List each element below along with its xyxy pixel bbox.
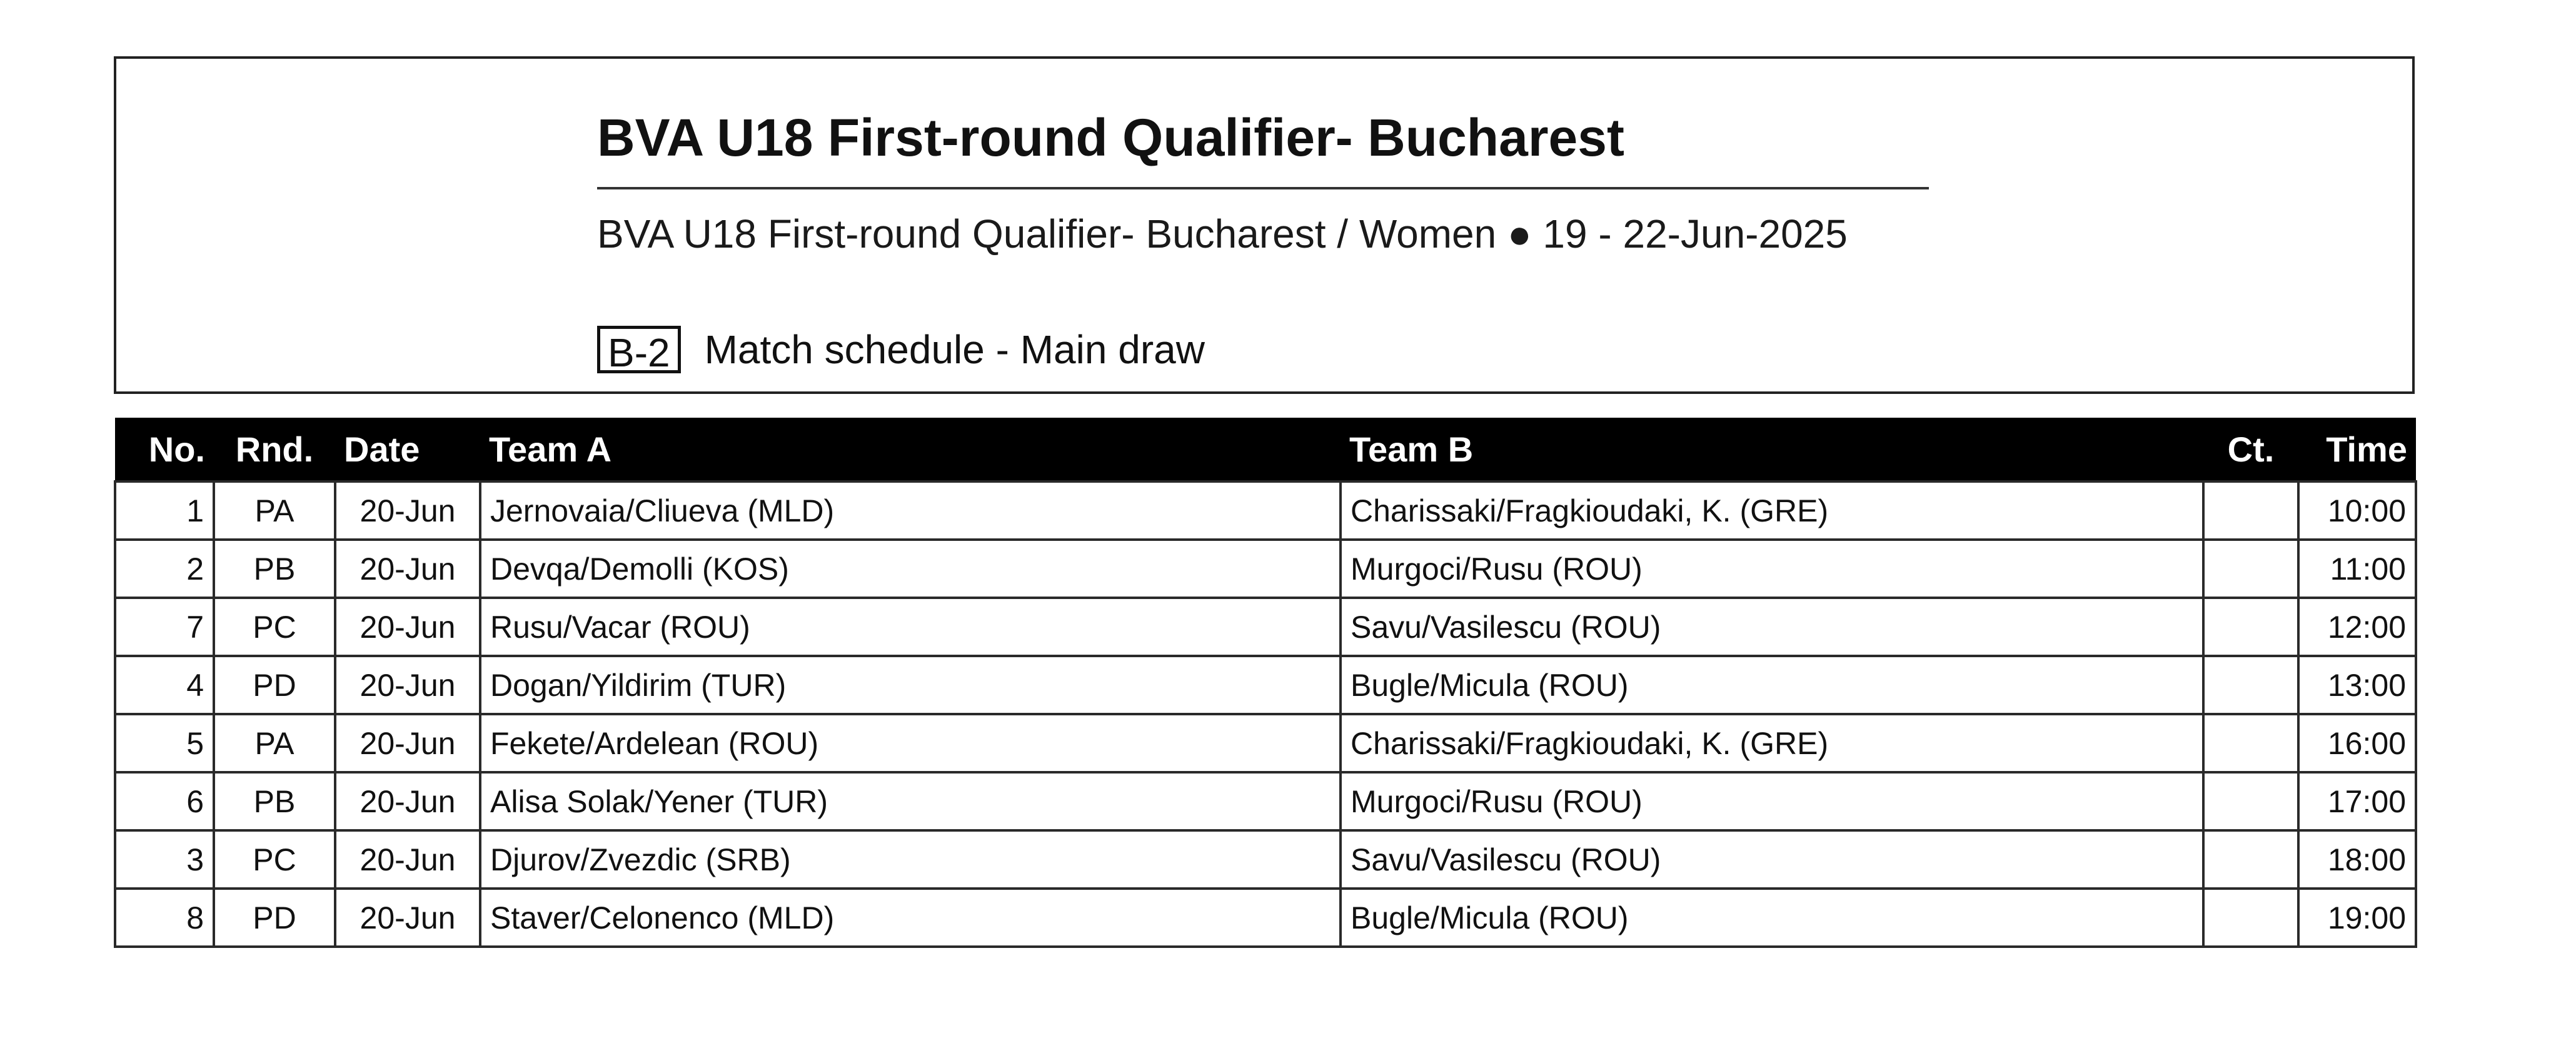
match-round: PC [214,830,335,889]
match-round: PA [214,714,335,772]
match-number: 6 [115,772,214,830]
team-b: Charissaki/Fragkioudaki, K. (GRE) [1341,481,2203,540]
match-court [2203,598,2298,656]
team-a: Fekete/Ardelean (ROU) [480,714,1341,772]
table-header-row [115,418,2416,481]
match-court [2203,481,2298,540]
column-header-team-a: Team A [480,418,1341,481]
match-time: 19:00 [2298,889,2416,947]
match-round: PA [214,481,335,540]
match-date: 20-Jun [335,656,480,714]
table-row [115,889,2416,947]
match-schedule-table [114,418,2417,948]
team-b: Murgoci/Rusu (ROU) [1341,772,2203,830]
column-header-no: No. [115,418,214,481]
event-subtitle: BVA U18 First-round Qualifier- Bucharest / Women ● 19 - 22-Jun-2025 [597,211,1848,256]
match-round: PC [214,598,335,656]
match-court [2203,889,2298,947]
match-round: PB [214,540,335,598]
team-b: Savu/Vasilescu (ROU) [1341,598,2203,656]
match-court [2203,714,2298,772]
team-b: Savu/Vasilescu (ROU) [1341,830,2203,889]
team-b: Murgoci/Rusu (ROU) [1341,540,2203,598]
match-time: 12:00 [2298,598,2416,656]
match-time: 17:00 [2298,772,2416,830]
table-row [115,714,2416,772]
match-time: 10:00 [2298,481,2416,540]
match-date: 20-Jun [335,598,480,656]
match-number: 7 [115,598,214,656]
team-a: Djurov/Zvezdic (SRB) [480,830,1341,889]
match-date: 20-Jun [335,889,480,947]
table-row [115,540,2416,598]
team-a: Alisa Solak/Yener (TUR) [480,772,1341,830]
team-b: Bugle/Micula (ROU) [1341,889,2203,947]
team-b: Charissaki/Fragkioudaki, K. (GRE) [1341,714,2203,772]
table-row [115,598,2416,656]
document-code-badge: B-2 [597,326,681,373]
document-label-row [597,324,1205,375]
table-row [115,656,2416,714]
match-round: PD [214,889,335,947]
match-number: 8 [115,889,214,947]
match-time: 16:00 [2298,714,2416,772]
match-time: 13:00 [2298,656,2416,714]
document-label: Match schedule - Main draw [704,327,1205,372]
column-header-time: Time [2298,418,2416,481]
match-court [2203,656,2298,714]
match-number: 2 [115,540,214,598]
match-round: PD [214,656,335,714]
column-header-court: Ct. [2203,418,2298,481]
team-b: Bugle/Micula (ROU) [1341,656,2203,714]
match-number: 4 [115,656,214,714]
match-date: 20-Jun [335,540,480,598]
match-date: 20-Jun [335,830,480,889]
match-court [2203,830,2298,889]
match-time: 11:00 [2298,540,2416,598]
match-number: 5 [115,714,214,772]
event-title: BVA U18 First-round Qualifier- Bucharest [597,108,1624,167]
match-number: 1 [115,481,214,540]
table-row [115,481,2416,540]
match-date: 20-Jun [335,714,480,772]
match-court [2203,772,2298,830]
match-court [2203,540,2298,598]
team-a: Rusu/Vacar (ROU) [480,598,1341,656]
title-divider [597,187,1929,189]
team-a: Dogan/Yildirim (TUR) [480,656,1341,714]
match-round: PB [214,772,335,830]
table-row [115,830,2416,889]
team-a: Devqa/Demolli (KOS) [480,540,1341,598]
column-header-round: Rnd. [214,418,335,481]
match-date: 20-Jun [335,481,480,540]
match-time: 18:00 [2298,830,2416,889]
column-header-team-b: Team B [1341,418,2203,481]
column-header-date: Date [335,418,480,481]
match-number: 3 [115,830,214,889]
team-a: Jernovaia/Cliueva (MLD) [480,481,1341,540]
team-a: Staver/Celonenco (MLD) [480,889,1341,947]
table-row [115,772,2416,830]
match-date: 20-Jun [335,772,480,830]
